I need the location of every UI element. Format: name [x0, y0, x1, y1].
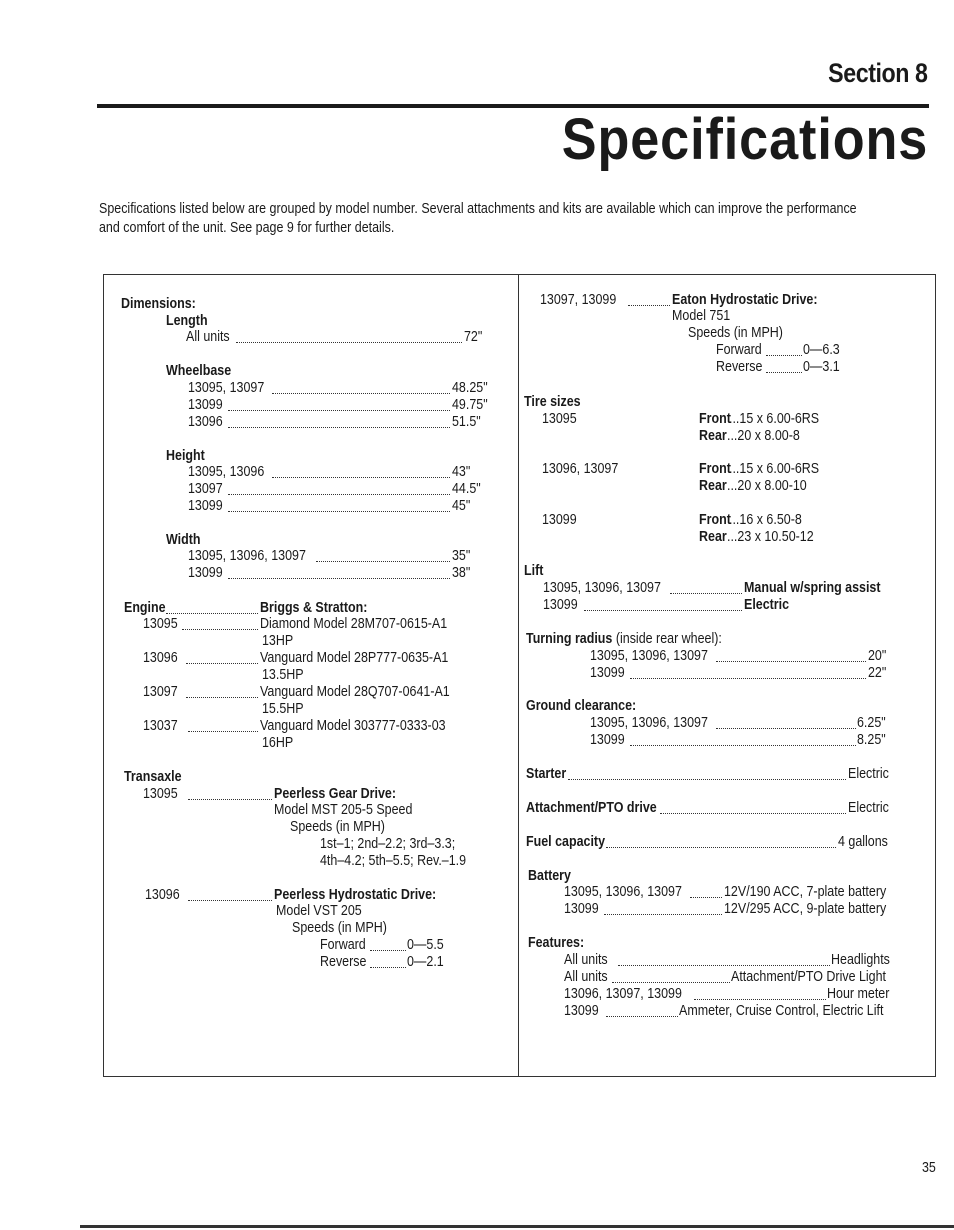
tire-rear-label: Rear: [699, 478, 727, 494]
section-label: Section 8: [828, 58, 928, 88]
dimensions-heading: Dimensions:: [121, 296, 196, 312]
height-row-value: 44.5": [452, 481, 481, 497]
forward-value: 0—5.5: [407, 937, 444, 953]
dot-leader: [606, 845, 836, 848]
feature-value: Headlights: [831, 952, 890, 968]
dot-leader: [612, 980, 730, 983]
forward-value: 0—6.3: [803, 342, 840, 358]
dot-leader: [186, 661, 258, 664]
eaton-drive: Eaton Hydrostatic Drive:: [672, 292, 818, 308]
dot-leader: [660, 811, 846, 814]
transaxle-speeds-label: Speeds (in MPH): [292, 920, 387, 936]
forward-label: Forward: [716, 342, 762, 358]
dot-leader: [690, 895, 722, 898]
turning-radius-heading: Turning radius (inside rear wheel):: [526, 631, 722, 647]
dot-leader: [188, 729, 258, 732]
dot-leader: [188, 898, 272, 901]
transaxle-drive-model: Model VST 205: [276, 903, 362, 919]
dot-leader: [166, 611, 258, 614]
wheelbase-row-label: 13095, 13097: [188, 380, 265, 396]
dot-leader: [228, 425, 450, 428]
engine-model-number: 13037: [143, 718, 178, 734]
width-row-value: 38": [452, 565, 471, 581]
dot-leader: [236, 340, 462, 343]
forward-label: Forward: [320, 937, 366, 953]
reverse-label: Reverse: [320, 954, 367, 970]
height-row-value: 43": [452, 464, 471, 480]
tire-model: 13096, 13097: [542, 461, 619, 477]
engine-maker: Briggs & Stratton:: [260, 600, 368, 616]
battery-heading: Battery: [528, 868, 571, 884]
reverse-label: Reverse: [716, 359, 763, 375]
engine-model-number: 13096: [143, 650, 178, 666]
dot-leader: [604, 912, 722, 915]
height-row-label: 13097: [188, 481, 223, 497]
tire-rear-value: ...23 x 10.50-12: [727, 529, 814, 545]
feature-model: 13099: [564, 1003, 599, 1019]
dot-leader: [716, 659, 866, 662]
feature-model: All units: [564, 952, 608, 968]
engine-model-desc: Vanguard Model 28P777-0635-A1: [260, 650, 449, 666]
pto-label: Attachment/PTO drive: [526, 800, 657, 816]
turning-model: 13099: [590, 665, 625, 681]
length-heading: Length: [166, 313, 208, 329]
dot-leader: [568, 777, 846, 780]
dot-leader: [766, 370, 802, 373]
width-heading: Width: [166, 532, 201, 548]
battery-model: 13099: [564, 901, 599, 917]
engine-hp: 16HP: [262, 735, 294, 751]
engine-model-desc: Vanguard Model 303777-0333-03: [260, 718, 446, 734]
wheelbase-row-label: 13096: [188, 414, 223, 430]
engine-hp: 15.5HP: [262, 701, 304, 717]
lift-model: 13095, 13096, 13097: [543, 580, 661, 596]
dot-leader: [228, 408, 450, 411]
feature-value: Ammeter, Cruise Control, Electric Lift: [679, 1003, 884, 1019]
transaxle-speeds-line: 1st–1; 2nd–2.2; 3rd–3.3;: [320, 836, 456, 852]
length-row-label: All units: [186, 329, 230, 345]
reverse-value: 0—3.1: [803, 359, 840, 375]
tire-front-label: Front: [699, 411, 731, 427]
dot-leader: [228, 576, 450, 579]
feature-value: Attachment/PTO Drive Light: [731, 969, 887, 985]
engine-hp: 13.5HP: [262, 667, 304, 683]
width-row-label: 13099: [188, 565, 223, 581]
feature-model: 13096, 13097, 13099: [564, 986, 682, 1002]
dot-leader: [316, 559, 450, 562]
engine-model-number: 13095: [143, 616, 178, 632]
lift-heading: Lift: [524, 563, 544, 579]
battery-value: 12V/295 ACC, 9-plate battery: [724, 901, 887, 917]
dot-leader: [630, 676, 866, 679]
dot-leader: [272, 475, 450, 478]
transaxle-drive: Peerless Hydrostatic Drive:: [274, 887, 437, 903]
transaxle-model: 13096: [145, 887, 180, 903]
dot-leader: [694, 997, 826, 1000]
ground-value: 6.25": [857, 715, 886, 731]
wheelbase-row-value: 49.75": [452, 397, 488, 413]
height-row-value: 45": [452, 498, 471, 514]
dot-leader: [228, 509, 450, 512]
dot-leader: [630, 743, 856, 746]
ground-model: 13099: [590, 732, 625, 748]
dot-leader: [272, 391, 450, 394]
tire-front-label: Front: [699, 512, 731, 528]
engine-model-desc: Vanguard Model 28Q707-0641-A1: [260, 684, 450, 700]
features-heading: Features:: [528, 935, 585, 951]
transaxle-speeds-line: 4th–4.2; 5th–5.5; Rev.–1.9: [320, 853, 467, 869]
page-title: Specifications: [561, 107, 928, 172]
eaton-speeds-label: Speeds (in MPH): [688, 325, 783, 341]
tire-rear-label: Rear: [699, 529, 727, 545]
turning-model: 13095, 13096, 13097: [590, 648, 708, 664]
width-row-label: 13095, 13096, 13097: [188, 548, 306, 564]
dot-leader: [370, 965, 406, 968]
tire-rear-value: ...20 x 8.00-8: [727, 428, 800, 444]
length-row-value: 72": [464, 329, 483, 345]
transaxle-drive: Peerless Gear Drive:: [274, 786, 397, 802]
tire-front-value: ...16 x 6.50-8: [729, 512, 802, 528]
fuel-label: Fuel capacity: [526, 834, 606, 850]
ground-clearance-heading: Ground clearance:: [526, 698, 637, 714]
intro-text: Specifications listed below are grouped by model number. Several attachments and kits are available which can improve the performance and comfort of the unit. See page 9 for further details.: [99, 201, 857, 236]
page-number: 35: [922, 1160, 936, 1176]
dot-leader: [618, 963, 830, 966]
engine-model-number: 13097: [143, 684, 178, 700]
engine-model-desc: Diamond Model 28M707-0615-A1: [260, 616, 448, 632]
lift-value: Electric: [744, 597, 790, 613]
dot-leader: [716, 726, 856, 729]
tire-model: 13095: [542, 411, 577, 427]
ground-value: 8.25": [857, 732, 886, 748]
tire-front-label: Front: [699, 461, 731, 477]
dot-leader: [606, 1014, 678, 1017]
turning-value: 22": [868, 665, 887, 681]
tire-front-value: ...15 x 6.00-6RS: [729, 461, 820, 477]
tire-rear-label: Rear: [699, 428, 727, 444]
transaxle-speeds-label: Speeds (in MPH): [290, 819, 385, 835]
wheelbase-heading: Wheelbase: [166, 363, 232, 379]
turning-value: 20": [868, 648, 887, 664]
height-row-label: 13095, 13096: [188, 464, 265, 480]
tire-front-value: ...15 x 6.00-6RS: [729, 411, 820, 427]
tire-sizes-heading: Tire sizes: [524, 394, 581, 410]
dot-leader: [670, 591, 742, 594]
engine-hp: 13HP: [262, 633, 294, 649]
transaxle-heading: Transaxle: [124, 769, 182, 785]
wheelbase-row-value: 51.5": [452, 414, 481, 430]
eaton-models: 13097, 13099: [540, 292, 617, 308]
fuel-value: 4 gallons: [838, 834, 888, 850]
starter-label: Starter: [526, 766, 567, 782]
battery-model: 13095, 13096, 13097: [564, 884, 682, 900]
tire-rear-value: ...20 x 8.00-10: [727, 478, 807, 494]
lift-model: 13099: [543, 597, 578, 613]
wheelbase-row-label: 13099: [188, 397, 223, 413]
dot-leader: [186, 695, 258, 698]
pto-value: Electric: [848, 800, 889, 816]
feature-model: All units: [564, 969, 608, 985]
height-heading: Height: [166, 448, 205, 464]
dot-leader: [188, 797, 272, 800]
height-row-label: 13099: [188, 498, 223, 514]
dot-leader: [766, 353, 802, 356]
bottom-rule: [80, 1225, 954, 1228]
dot-leader: [584, 608, 742, 611]
dot-leader: [370, 948, 406, 951]
width-row-value: 35": [452, 548, 471, 564]
eaton-drive-model: Model 751: [672, 308, 731, 324]
tire-model: 13099: [542, 512, 577, 528]
wheelbase-row-value: 48.25": [452, 380, 488, 396]
dot-leader: [228, 492, 450, 495]
transaxle-drive-model: Model MST 205-5 Speed: [274, 802, 413, 818]
ground-model: 13095, 13096, 13097: [590, 715, 708, 731]
engine-heading: Engine: [124, 600, 166, 616]
reverse-value: 0—2.1: [407, 954, 444, 970]
dot-leader: [182, 627, 258, 630]
transaxle-model: 13095: [143, 786, 178, 802]
starter-value: Electric: [848, 766, 889, 782]
column-divider: [518, 274, 519, 1077]
lift-value: Manual w/spring assist: [744, 580, 881, 596]
feature-value: Hour meter: [827, 986, 890, 1002]
dot-leader: [628, 303, 670, 306]
battery-value: 12V/190 ACC, 7-plate battery: [724, 884, 887, 900]
